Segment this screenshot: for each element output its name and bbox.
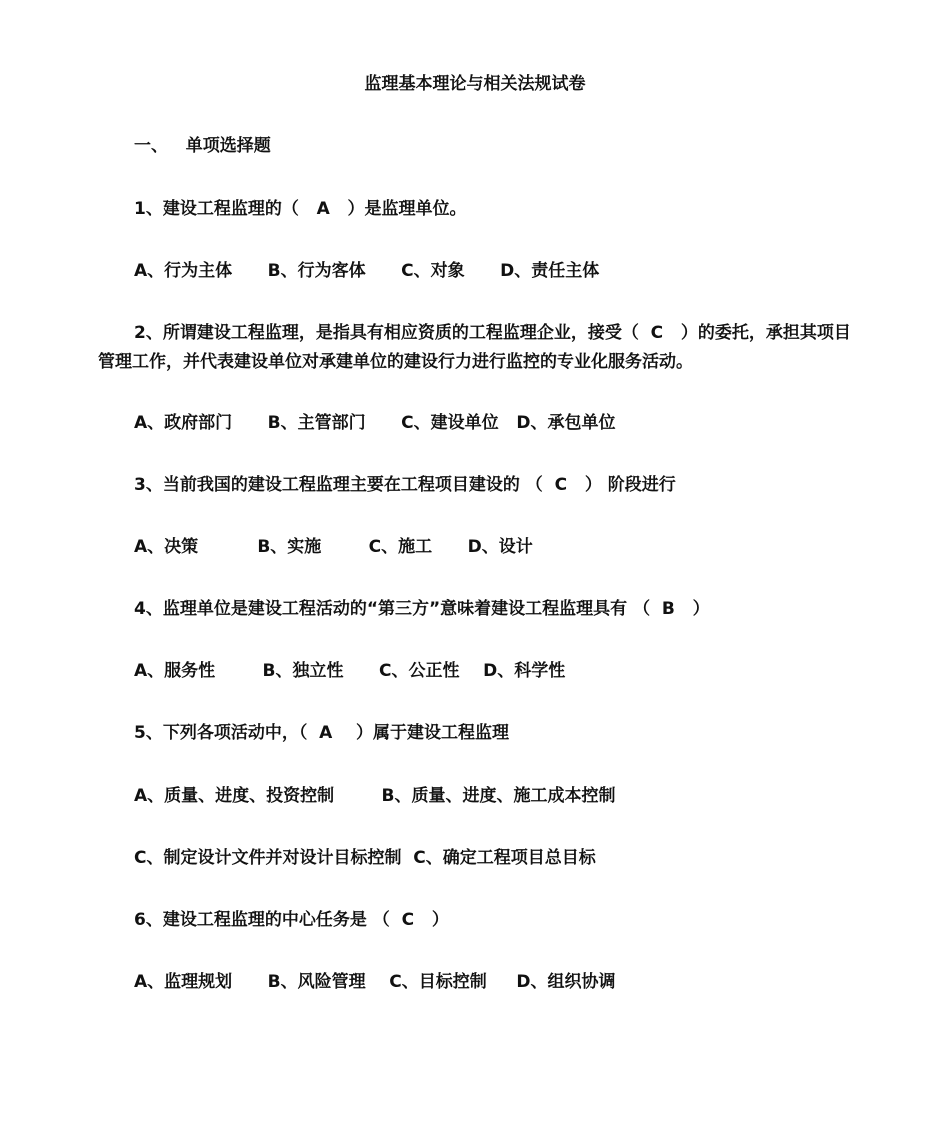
question-5-options-line-1: A、质量、进度、投资控制 B、质量、进度、施工成本控制 (134, 786, 616, 806)
question-5-stem: 5、下列各项活动中，（ A ）属于建设工程监理 (134, 723, 509, 743)
question-2-options: A、政府部门 B、主管部门 C、建设单位 D、承包单位 (134, 413, 616, 433)
page-title: 监理基本理论与相关法规试卷 (364, 74, 586, 94)
question-6-options: A、监理规划 B、风险管理 C、目标控制 D、组织协调 (134, 972, 616, 992)
question-4-stem: 4、监理单位是建设工程活动的“第三方”意味着建设工程监理具有 （ B ） (134, 599, 710, 619)
question-4-options: A、服务性 B、独立性 C、公正性 D、科学性 (134, 661, 566, 681)
question-2-stem-line-2: 管理工作，并代表建设单位对承建单位的建设行力进行监控的专业化服务活动。 (98, 352, 693, 372)
question-1-options: A、行为主体 B、行为客体 C、对象 D、责任主体 (134, 261, 600, 281)
question-2-stem-line-1: 2、所谓建设工程监理，是指具有相应资质的工程监理企业，接受（ C ）的委托，承担其项目 (134, 323, 851, 343)
section-heading: 一、 单项选择题 (134, 136, 271, 156)
question-5-options-line-2: C、制定设计文件并对设计目标控制 C、确定工程项目总目标 (134, 848, 596, 868)
question-1-stem: 1、建设工程监理的（ A ）是监理单位。 (134, 199, 467, 219)
question-3-options: A、决策 B、实施 C、施工 D、设计 (134, 537, 533, 557)
question-3-stem: 3、当前我国的建设工程监理主要在工程项目建设的 （ C ） 阶段进行 (134, 475, 676, 495)
question-6-stem: 6、建设工程监理的中心任务是 （ C ） (134, 910, 449, 930)
